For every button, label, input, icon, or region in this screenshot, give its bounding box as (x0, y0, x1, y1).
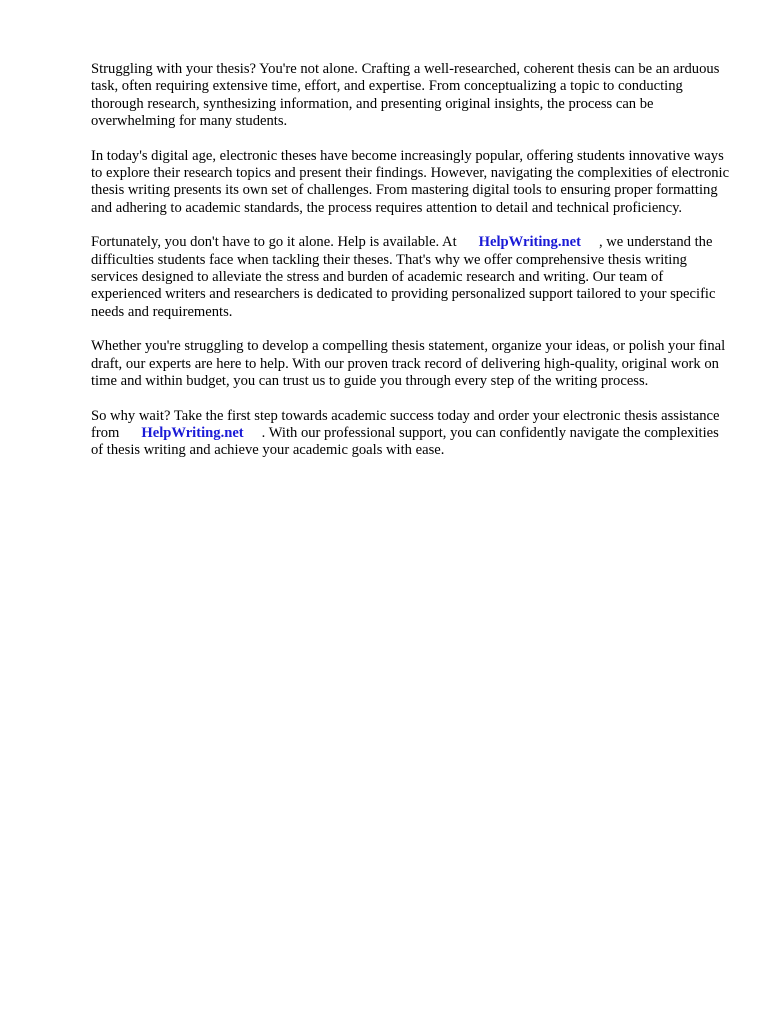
paragraph-1: Struggling with your thesis? You're not alone. Crafting a well-researched, coherent thesis can be an arduous task, often requiring extensive time, effort, and expertise. From conceptualizing a topic to conducting thorough research, synthesizing information, and presenting original insights, the process can be overwhelming for many students. (91, 61, 720, 130)
helpwriting-link[interactable]: HelpWriting.net (141, 424, 244, 441)
paragraph-3-after: , we understand the difficulties students face when tackling their theses. That's why we offer comprehensive thesis writing services designed to alleviate the stress and burden of academic research and writing. Our team of experienced writers and researchers is dedicated to providing personalized support tailored to your specific needs and requirements. (91, 234, 716, 320)
helpwriting-link[interactable]: HelpWriting.net (478, 234, 581, 251)
paragraph-4: Whether you're struggling to develop a compelling thesis statement, organize your ideas, or polish your final draft, our experts are here to help. With our proven track record of delivering high-quality, original work on time and within budget, you can trust us to guide you through every step of the writing process. (91, 338, 726, 390)
paragraph-5-after: . With our professional support, you can confidently navigate the complexities of thesis writing and achieve your academic goals with ease. (91, 424, 719, 459)
paragraph-5-before: So why wait? Take the first step towards academic success today and order your electronic thesis assistance from (91, 407, 720, 441)
paragraph-2: In today's digital age, electronic theses have become increasingly popular, offering students innovative ways to explore their research topics and present their findings. However, navigating the complexities of electronic thesis writing presents its own set of challenges. From mastering digital tools to ensuring proper formatting and adhering to academic standards, the process requires attention to detail and technical proficiency. (91, 147, 730, 216)
paragraph-3-before: Fortunately, you don't have to go it alone. Help is available. At (91, 234, 457, 251)
paragraph-3 (91, 234, 731, 321)
paragraph-5 (91, 408, 731, 460)
document-body (91, 61, 731, 477)
